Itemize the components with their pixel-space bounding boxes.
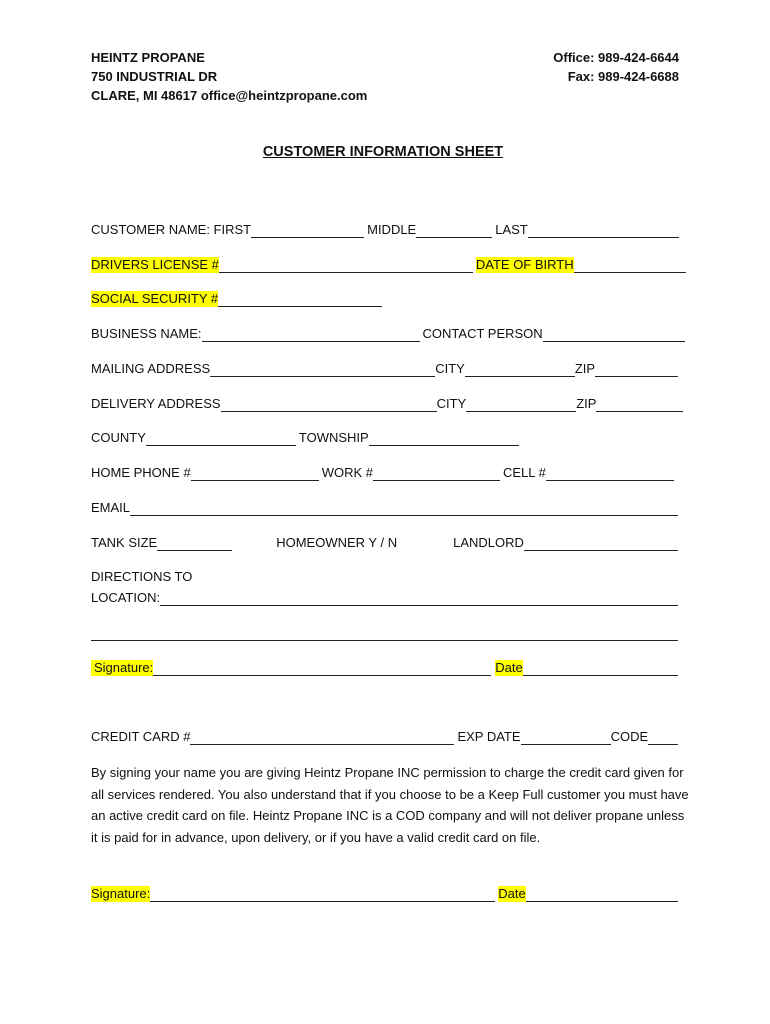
- contact-person-field[interactable]: [543, 327, 685, 342]
- delivery-address-row: [91, 394, 678, 412]
- mailing-zip-label: ZIP: [574, 361, 596, 376]
- signature-row-1: [91, 658, 678, 676]
- tank-row: [91, 533, 678, 551]
- company-contact-block: [553, 48, 679, 86]
- mailing-city-label: CITY: [435, 361, 465, 376]
- work-phone-field[interactable]: [373, 466, 500, 481]
- location-field[interactable]: [160, 591, 678, 606]
- contact-person-label: CONTACT PERSON: [422, 326, 543, 341]
- company-address-block: [91, 48, 367, 105]
- email-label: EMAIL: [91, 500, 131, 515]
- first-name-label: CUSTOMER NAME: FIRST: [91, 222, 252, 237]
- landlord-label: LANDLORD: [453, 535, 524, 550]
- date-field-2[interactable]: [526, 887, 678, 902]
- company-name: HEINTZ PROPANE: [91, 50, 205, 65]
- homeowner-label[interactable]: HOMEOWNER Y / N: [276, 535, 398, 550]
- location-label: LOCATION:: [91, 590, 161, 605]
- middle-name-field[interactable]: [416, 223, 492, 238]
- date-label-1: Date: [495, 660, 523, 675]
- work-phone-label: WORK #: [321, 465, 373, 480]
- credit-card-row: [91, 727, 678, 745]
- cell-phone-label: CELL #: [502, 465, 546, 480]
- social-security-field[interactable]: [218, 292, 382, 307]
- directions-to-label: DIRECTIONS TO: [91, 569, 193, 584]
- email-row: [91, 498, 678, 516]
- middle-name-label: MIDDLE: [367, 222, 417, 237]
- home-phone-label: HOME PHONE #: [91, 465, 191, 480]
- drivers-license-row: [91, 255, 678, 273]
- delivery-zip-label: ZIP: [576, 396, 597, 411]
- company-city-email: CLARE, MI 48617 office@heintzpropane.com: [91, 88, 368, 103]
- cell-phone-field[interactable]: [546, 466, 674, 481]
- delivery-city-field[interactable]: [466, 397, 576, 412]
- social-security-row: [91, 289, 678, 307]
- mailing-address-field[interactable]: [210, 362, 435, 377]
- township-label: TOWNSHIP: [298, 430, 369, 445]
- office-phone: Office: 989-424-6644: [553, 50, 679, 65]
- county-township-row: [91, 428, 678, 446]
- page-title: CUSTOMER INFORMATION SHEET: [262, 144, 504, 160]
- date-of-birth-label: DATE OF BIRTH: [475, 257, 574, 272]
- delivery-city-label: CITY: [436, 396, 467, 411]
- business-name-label: BUSINESS NAME:: [91, 326, 202, 341]
- township-field[interactable]: [369, 431, 519, 446]
- location-extra-row: [91, 623, 678, 641]
- exp-date-label: EXP DATE: [457, 729, 521, 744]
- signature-label-2: Signature:: [91, 886, 151, 901]
- county-label: COUNTY: [91, 430, 146, 445]
- delivery-address-label: DELIVERY ADDRESS: [91, 396, 221, 411]
- mailing-address-row: [91, 359, 678, 377]
- drivers-license-label: DRIVERS LICENSE #: [91, 257, 219, 272]
- home-phone-field[interactable]: [191, 466, 319, 481]
- code-label: CODE: [610, 729, 649, 744]
- code-field[interactable]: [648, 730, 678, 745]
- last-name-field[interactable]: [528, 223, 679, 238]
- signature-field-2[interactable]: [150, 887, 495, 902]
- directions-row: [91, 567, 678, 585]
- mailing-city-field[interactable]: [465, 362, 575, 377]
- date-label-2: Date: [498, 886, 526, 901]
- mailing-address-label: MAILING ADDRESS: [91, 361, 211, 376]
- phone-row: [91, 463, 678, 481]
- business-name-row: [91, 324, 678, 342]
- first-name-field[interactable]: [251, 223, 364, 238]
- company-street: 750 INDUSTRIAL DR: [91, 69, 218, 84]
- delivery-address-field[interactable]: [221, 397, 437, 412]
- signature-label-1: Signature:: [91, 660, 153, 676]
- delivery-zip-field[interactable]: [596, 397, 683, 412]
- social-security-label: SOCIAL SECURITY #: [91, 291, 219, 306]
- date-field-1[interactable]: [523, 661, 678, 676]
- business-name-field[interactable]: [202, 327, 420, 342]
- authorization-paragraph: By signing your name you are giving Heintz Propane INC permission to charge the credit card given for all services rendered. You also understand that if you choose to be a Keep Full customer you must have an active credit card on file. Heintz Propane INC is a COD company and will not deliver propane unless it is paid for in advance, upon delivery, or if you have a valid credit card on file.: [91, 765, 689, 845]
- exp-date-field[interactable]: [521, 730, 611, 745]
- date-of-birth-field[interactable]: [574, 258, 686, 273]
- drivers-license-field[interactable]: [219, 258, 473, 273]
- signature-row-2: [91, 884, 678, 902]
- credit-card-label: CREDIT CARD #: [91, 729, 191, 744]
- landlord-field[interactable]: [524, 536, 678, 551]
- last-name-label: LAST: [495, 222, 528, 237]
- signature-field-1[interactable]: [153, 661, 491, 676]
- email-field[interactable]: [130, 501, 678, 516]
- customer-name-row: [91, 220, 678, 238]
- county-field[interactable]: [146, 431, 296, 446]
- credit-card-field[interactable]: [190, 730, 454, 745]
- mailing-zip-field[interactable]: [595, 362, 678, 377]
- location-field-line-2[interactable]: [91, 626, 678, 641]
- location-row: [91, 588, 678, 606]
- tank-size-field[interactable]: [157, 536, 232, 551]
- fax-number: Fax: 989-424-6688: [567, 69, 679, 84]
- tank-size-label: TANK SIZE: [91, 535, 158, 550]
